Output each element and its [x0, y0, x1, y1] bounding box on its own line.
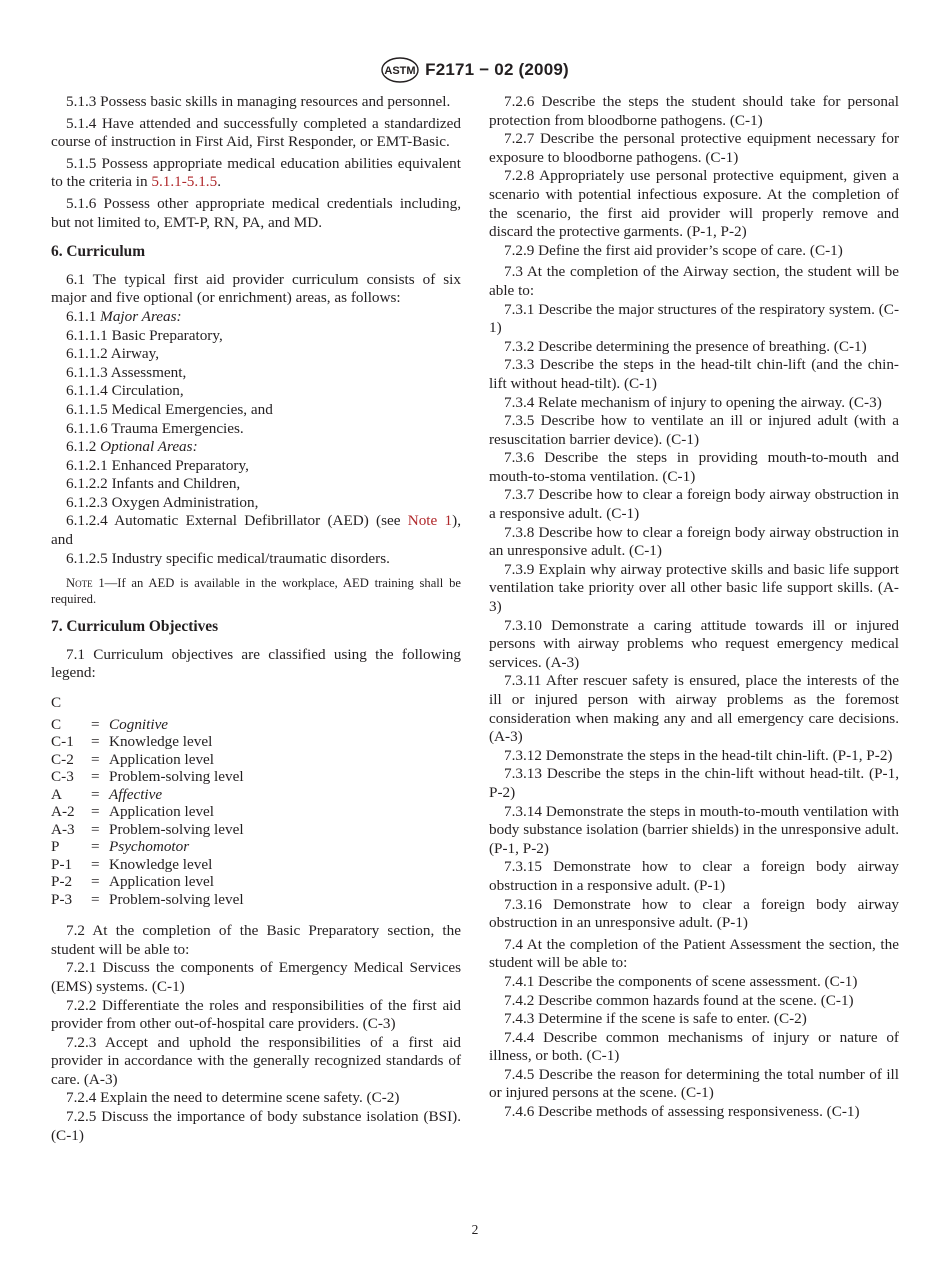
- section-6-1-2-4-text: 6.1.2.4 Automatic External Defibrillator (AED) (see: [66, 512, 408, 530]
- legend-code: P: [51, 838, 60, 856]
- section-7-2-5: 7.2.5 Discuss the importance of body substance isolation (BSI). (C-1): [51, 1108, 461, 1144]
- legend-description: Problem-solving level: [109, 890, 244, 908]
- section-7-3: 7.3 At the completion of the Airway section, the student will be able to:: [489, 263, 899, 299]
- note-1-link[interactable]: Note 1: [407, 512, 453, 530]
- section-6-1-2-number: 6.1.2: [66, 438, 101, 456]
- legend-row: [51, 856, 461, 874]
- section-7-2: 7.2 At the completion of the Basic Preparatory section, the student will be able to:: [51, 922, 461, 958]
- legend-code: C-1: [51, 733, 74, 751]
- section-6-1-1-2: 6.1.1.2 Airway,: [66, 345, 160, 363]
- section-6-1-2-5: 6.1.2.5 Industry specific medical/traumatic disorders.: [66, 549, 390, 567]
- legend-code: P-2: [51, 873, 73, 891]
- legend-row: [51, 786, 461, 804]
- section-7-3-16: 7.3.16 Demonstrate how to clear a foreign body airway obstruction in an unresponsive adult. (P-1): [489, 895, 899, 932]
- legend-code: P-3: [51, 890, 73, 908]
- objectives-legend: [51, 694, 461, 908]
- note-1-label: Note 1: [66, 576, 105, 591]
- heading-7-curriculum-objectives: 7. Curriculum Objectives: [51, 618, 219, 636]
- right-column: [489, 93, 899, 1122]
- legend-description: Psychomotor: [109, 838, 190, 856]
- legend-equals: =: [91, 785, 100, 803]
- legend-code: A: [51, 785, 62, 803]
- section-5-1-6: 5.1.6 Possess other appropriate medical credentials including, but not limited to, EMT-P, RN, PA, and MD.: [51, 194, 461, 231]
- astm-logo-text: ASTM: [384, 65, 416, 77]
- section-7-2-4: 7.2.4 Explain the need to determine scene safety. (C-2): [66, 1089, 400, 1107]
- section-7-3-12: 7.3.12 Demonstrate the steps in the head-tilt chin-lift. (P-1, P-2): [504, 746, 893, 764]
- page-header: [0, 55, 950, 85]
- legend-equals: =: [91, 750, 100, 768]
- section-6-1-1-1: 6.1.1.1 Basic Preparatory,: [66, 326, 223, 344]
- section-6-1-2-2: 6.1.2.2 Infants and Children,: [66, 475, 241, 493]
- note-1: [51, 575, 461, 607]
- section-6-1-2-4: [51, 512, 461, 549]
- legend-code: C: [51, 715, 62, 733]
- section-7-4-2: 7.4.2 Describe common hazards found at the scene. (C-1): [504, 991, 854, 1009]
- section-7-3-3: 7.3.3 Describe the steps in the head-tilt chin-lift (and the chin-lift without head-tilt). (C-1): [489, 356, 899, 392]
- section-7-4-5: 7.4.5 Describe the reason for determining the total number of ill or injured persons at the scene. (C-1): [489, 1065, 899, 1102]
- section-7-3-9: 7.3.9 Explain why airway protective skills and basic life support ventilation take priority over all other basic life support skills. (A-3): [489, 560, 899, 616]
- section-6-1-1: [51, 308, 461, 327]
- section-7-4-3: 7.4.3 Determine if the scene is safe to enter. (C-2): [504, 1010, 807, 1028]
- section-6-1-1-6: 6.1.1.6 Trauma Emergencies.: [66, 419, 244, 437]
- legend-description: Application level: [109, 803, 215, 821]
- section-6-1-1-4: 6.1.1.4 Circulation,: [66, 382, 184, 400]
- heading-6-curriculum: 6. Curriculum: [51, 243, 146, 261]
- section-7-2-2: 7.2.2 Differentiate the roles and responsibilities of the first aid provider from other out-of-hospital care providers. (C-3): [51, 996, 461, 1033]
- section-7-2-7: 7.2.7 Describe the personal protective equipment necessary for exposure to bloodborne pathogens. (C-1): [489, 130, 899, 166]
- legend-code: A-2: [51, 803, 75, 821]
- section-6-1-1-label: Major Areas:: [100, 307, 182, 325]
- section-7-1: 7.1 Curriculum objectives are classified using the following legend:: [51, 645, 461, 682]
- legend-description: Affective: [109, 785, 163, 803]
- legend-code: P-1: [51, 855, 73, 873]
- standard-designation: F2171 − 02 (2009): [425, 60, 569, 79]
- legend-equals: =: [91, 733, 100, 751]
- section-5-1-4: 5.1.4 Have attended and successfully completed a standardized course of instruction in First Aid, First Responder, or EMT-Basic.: [51, 114, 461, 151]
- legend-row: [51, 891, 461, 909]
- legend-row: [51, 751, 461, 769]
- legend-row: [51, 821, 461, 839]
- section-7-3-11: 7.3.11 After rescuer safety is ensured, place the interests of the ill or injured person with airway problems as the foremost consideration when making any and all emergency care decisions. (A-3): [489, 672, 899, 746]
- legend-code: A-3: [51, 820, 75, 838]
- left-column: [51, 93, 461, 1145]
- section-6-1-2-4-tail: ), and: [51, 512, 461, 549]
- section-7-3-15: 7.3.15 Demonstrate how to clear a foreign body airway obstruction in a responsive adult. (P-1): [489, 858, 899, 894]
- section-7-2-6: 7.2.6 Describe the steps the student should take for personal protection from bloodborne pathogens. (C-1): [489, 93, 899, 129]
- legend-description: Cognitive: [109, 715, 169, 733]
- section-7-2-1: 7.2.1 Discuss the components of Emergency Medical Services (EMS) systems. (C-1): [51, 959, 461, 995]
- section-6-1-2-3: 6.1.2.3 Oxygen Administration,: [66, 493, 259, 511]
- legend-row: [51, 716, 461, 734]
- section-7-3-4: 7.3.4 Relate mechanism of injury to opening the airway. (C-3): [504, 393, 882, 411]
- section-6-1-1-number: 6.1.1: [66, 307, 101, 325]
- legend-description: Problem-solving level: [109, 820, 244, 838]
- section-7-3-10: 7.3.10 Demonstrate a caring attitude towards ill or injured persons with airway problems who request emergency medical services. (A-3): [489, 616, 899, 671]
- section-7-3-7: 7.3.7 Describe how to clear a foreign body airway obstruction in a responsive adult. (C-1): [489, 486, 899, 523]
- legend-code: C-2: [51, 750, 74, 768]
- section-7-3-14: 7.3.14 Demonstrate the steps in mouth-to-mouth ventilation with body substance isolation (barrier shields) in the unresponsive adult. (P-1, P-2): [489, 802, 899, 857]
- section-7-2-3: 7.2.3 Accept and uphold the responsibilities of a first aid provider in accordance with the generally recognized standards of care. (A-3): [51, 1033, 461, 1088]
- legend-equals: =: [91, 838, 100, 856]
- legend-code: C-3: [51, 768, 74, 786]
- section-5-1-3: 5.1.3 Possess basic skills in managing resources and personnel.: [66, 93, 451, 110]
- section-6-1-1-3: 6.1.1.3 Assessment,: [66, 363, 187, 381]
- section-6-1-1-5: 6.1.1.5 Medical Emergencies, and: [66, 400, 273, 418]
- legend-description: Knowledge level: [109, 855, 213, 873]
- section-6-1-2-label: Optional Areas:: [100, 438, 198, 456]
- section-7-3-6: 7.3.6 Describe the steps in providing mouth-to-mouth and mouth-to-stoma ventilation. (C-1): [489, 449, 899, 485]
- section-6-1: 6.1 The typical first aid provider curriculum consists of six major and five optional (or enrichment) areas, as follows:: [51, 270, 461, 307]
- section-5-1-5-tail: .: [217, 173, 221, 191]
- section-6-1-2: [51, 438, 461, 457]
- section-5-1-5-link[interactable]: 5.1.1-5.1.5: [151, 173, 218, 191]
- section-5-1-5: [51, 155, 461, 192]
- legend-row: [51, 803, 461, 821]
- section-7-4: 7.4 At the completion of the Patient Assessment the section, the student will be able to:: [489, 935, 899, 972]
- legend-row: [51, 873, 461, 891]
- section-7-3-8: 7.3.8 Describe how to clear a foreign body airway obstruction in an unresponsive adult. (C-1): [489, 523, 899, 560]
- section-6-1-2-1: 6.1.2.1 Enhanced Preparatory,: [66, 456, 249, 474]
- section-7-3-13: 7.3.13 Describe the steps in the chin-lift without head-tilt. (P-1, P-2): [489, 765, 899, 801]
- section-7-2-9: 7.2.9 Define the first aid provider’s scope of care. (C-1): [504, 241, 843, 259]
- legend-row: [51, 733, 461, 751]
- astm-logo-icon: [381, 57, 419, 83]
- legend-description: Knowledge level: [109, 733, 213, 751]
- legend-description: Application level: [109, 873, 215, 891]
- legend-equals: =: [91, 715, 100, 733]
- legend-equals: =: [91, 803, 100, 821]
- section-7-3-2: 7.3.2 Describe determining the presence of breathing. (C-1): [504, 337, 867, 355]
- note-1-text: —If an AED is available in the workplace, AED training shall be required.: [51, 576, 461, 607]
- section-7-3-1: 7.3.1 Describe the major structures of the respiratory system. (C-1): [489, 300, 899, 337]
- legend-equals: =: [91, 873, 100, 891]
- section-5-1-5-text: 5.1.5 Possess appropriate medical education abilities equivalent to the criteria in: [51, 154, 461, 191]
- section-7-4-1: 7.4.1 Describe the components of scene assessment. (C-1): [504, 972, 858, 990]
- legend-header: C: [51, 694, 62, 712]
- legend-equals: =: [91, 855, 100, 873]
- legend-equals: =: [91, 820, 100, 838]
- legend-equals: =: [91, 890, 100, 908]
- legend-description: Problem-solving level: [109, 768, 244, 786]
- section-7-3-5: 7.3.5 Describe how to ventilate an ill or injured adult (with a resuscitation barrier device). (C-1): [489, 412, 899, 448]
- legend-row: [51, 838, 461, 856]
- section-7-4-6: 7.4.6 Describe methods of assessing responsiveness. (C-1): [504, 1103, 860, 1121]
- section-7-2-8: 7.2.8 Appropriately use personal protective equipment, given a scenario with potential infectious exposure. At the completion of the scenario, the first aid provider will properly remove and discard the protective garments. (P-1, P-2): [489, 167, 899, 241]
- legend-description: Application level: [109, 750, 215, 768]
- section-7-4-4: 7.4.4 Describe common mechanisms of injury or nature of illness, or both. (C-1): [489, 1028, 899, 1065]
- page-number: 2: [471, 1222, 479, 1237]
- legend-equals: =: [91, 768, 100, 786]
- legend-row: [51, 768, 461, 786]
